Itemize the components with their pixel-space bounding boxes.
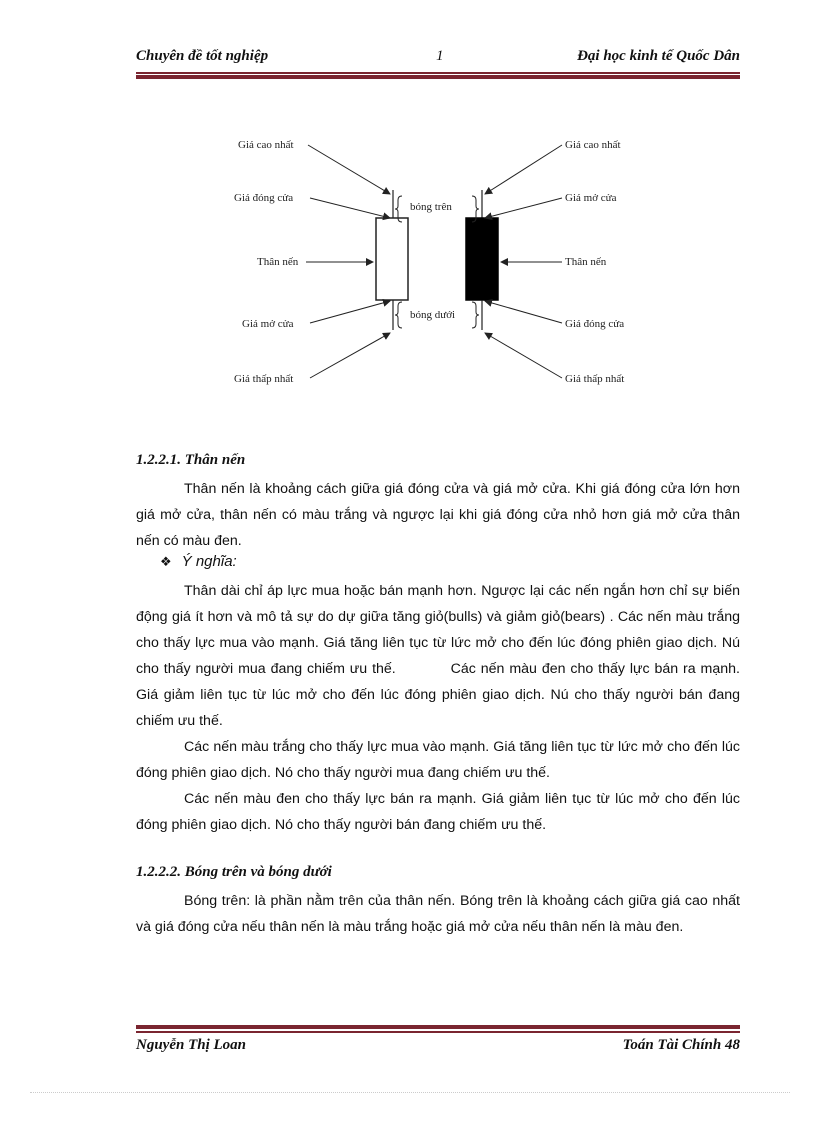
right-label-body: Thân nến [565, 256, 607, 268]
left-label-body: Thân nến [257, 256, 299, 268]
left-label-high: Giá cao nhất [238, 139, 294, 151]
page-bottom-dotted-line [30, 1092, 790, 1093]
white-candle-body [376, 218, 408, 300]
footer-rule-thin [136, 1031, 740, 1033]
left-label-close: Giá đóng cửa [234, 192, 294, 204]
section-heading-body: 1.2.2.1. Thân nến [136, 452, 246, 468]
right-label-close: Giá đóng cửa [565, 318, 625, 330]
right-label-low: Giá thấp nhất [565, 373, 625, 385]
header-right-title: Đại học kinh tế Quốc Dân [577, 48, 740, 64]
footer-author: Nguyễn Thị Loan [136, 1037, 247, 1053]
lower-brace-right [472, 302, 479, 328]
lower-shadow-label: bóng dưới [410, 309, 456, 321]
black-candle-body [466, 218, 498, 300]
right-label-open: Giá mở cửa [565, 192, 617, 204]
section-heading-shadows: 1.2.2.2. Bóng trên và bóng dưới [136, 864, 332, 880]
candlestick-diagram [220, 130, 660, 390]
page-footer [136, 1037, 740, 1059]
footer-class: Toán Tài Chính 48 [622, 1037, 740, 1053]
lower-brace-left [395, 302, 402, 328]
left-label-open: Giá mở cửa [242, 318, 294, 330]
header-rule-thin [136, 72, 740, 74]
paragraph-body-definition: Thân nến là khoảng cách giữa giá đóng cửa và giá mở cửa. Khi giá đóng cửa lớn hơn giá mở cửa, thân nến có màu trắng và ngược lại khi giá đóng cửa nhỏ hơn giá mở cửa thân nến có màu đen. [136, 481, 740, 549]
right-label-high: Giá cao nhất [565, 139, 621, 151]
page-header [136, 48, 740, 70]
header-left-title: Chuyên đề tốt nghiệp [136, 48, 269, 64]
diamond-bullet-icon: ❖ [160, 555, 172, 570]
paragraph-upper-shadow: Bóng trên: là phần nằm trên của thân nến. Bóng trên là khoảng cách giữa giá cao nhất và giá đóng cửa nếu thân nến là màu trắng hoặc giá mở cửa nếu thân nến là màu đen. [136, 893, 740, 935]
bullet-meaning: ❖ Ý nghĩa: [160, 553, 237, 570]
paragraph-meaning: Thân dài chỉ áp lực mua hoặc bán mạnh hơn. Ngược lại các nến ngắn hơn chỉ sự biến động giá ít hơn và mô tả sự do dự giữa tăng giỏ(bulls) và giảm giỏ(bears) . Các nến màu trắng cho thấy lực mua vào mạnh. Giá tăng liên tục từ lức mở cho đến lúc đóng phiên giao dịch. Nú cho thấy người mua đang chiếm ưu thế. Các nến màu đen cho thấy lực bán ra mạnh. Giá giảm liên tục từ lúc mở cho đến lúc đóng phiên giao dịch. Nú cho thấy người bán đang chiếm ưu thế. Các nến màu trắng cho thấy lực mua vào mạnh. Giá tăng liên tục từ lức mở cho đến lúc đóng phiên giao dịch. Nó cho thấy người mua đang chiếm ưu thế. Các nến màu đen cho thấy lực bán ra mạnh. Giá giảm liên tục từ lúc mở cho đến lúc đóng phiên giao dịch. Nó cho thấy người bán đang chiếm ưu thế. [136, 583, 740, 833]
page-number: 1 [436, 48, 444, 64]
upper-shadow-label: bóng trên [410, 201, 452, 213]
footer-rule-thick [136, 1025, 740, 1029]
header-rule-thick [136, 75, 740, 79]
left-label-low: Giá thấp nhất [234, 373, 294, 385]
